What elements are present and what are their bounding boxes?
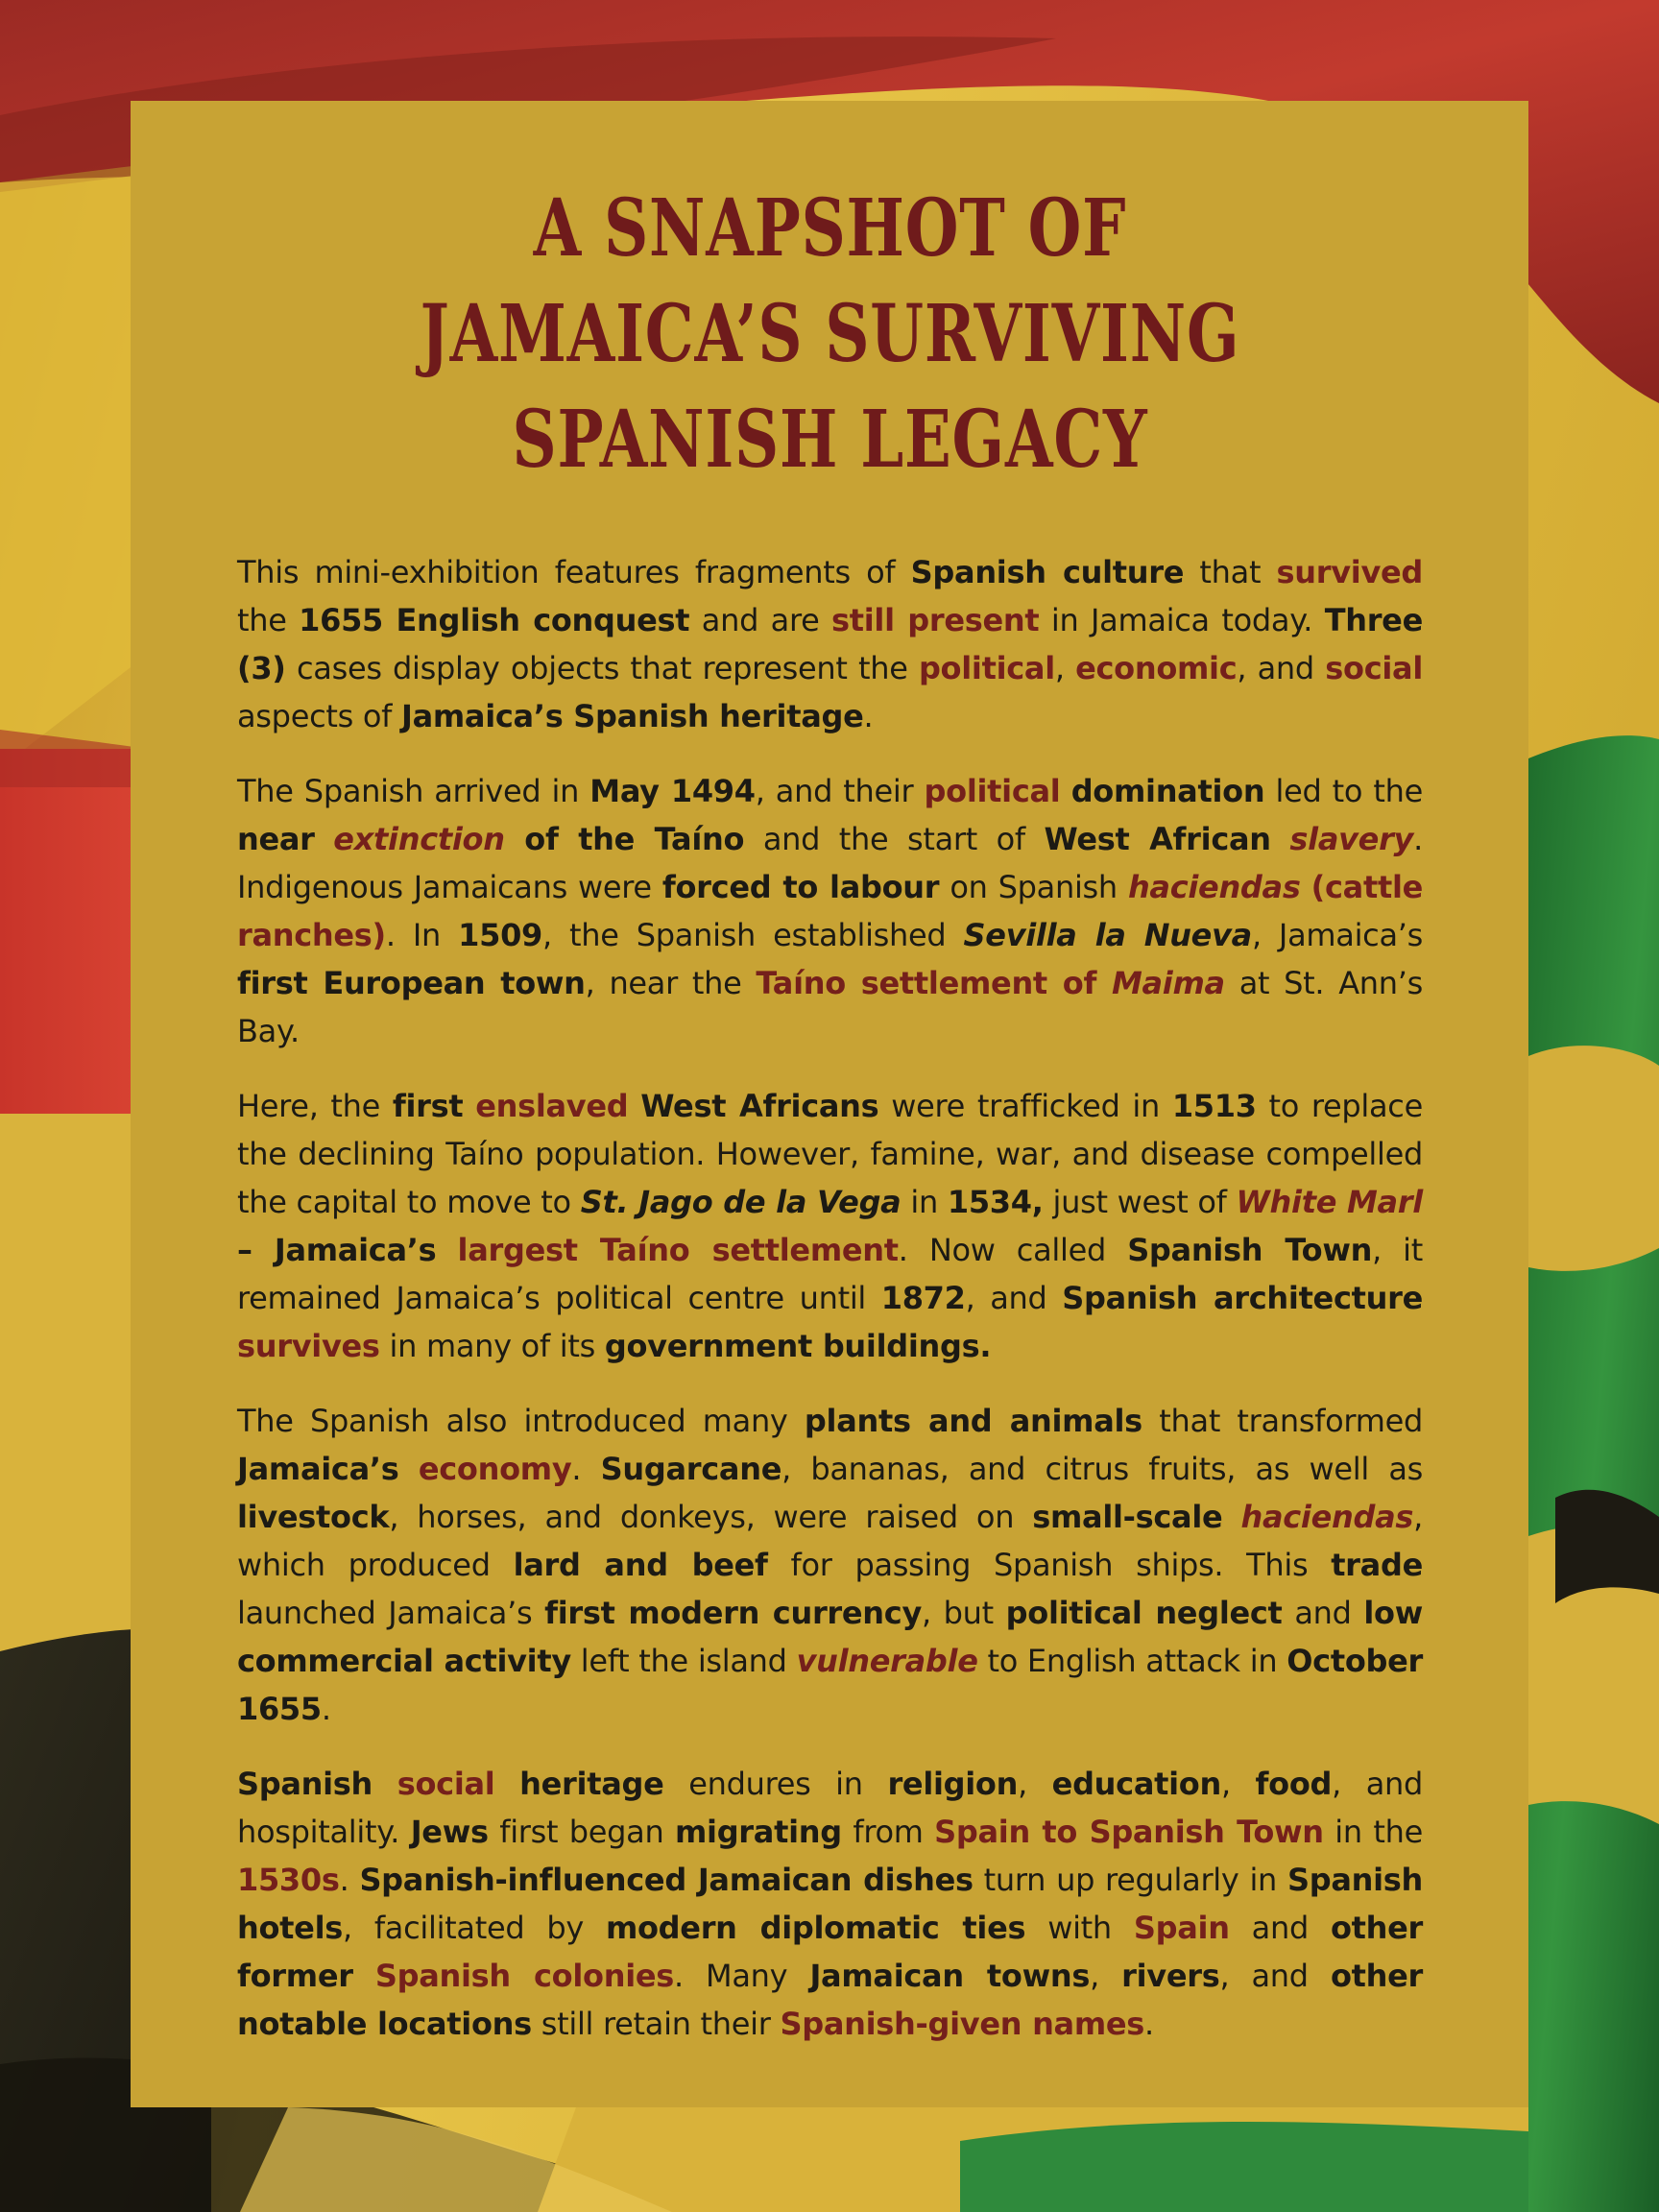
body-text: and (1229, 1910, 1331, 1946)
body-text: This mini-exhibition features fragments of (237, 554, 911, 590)
body-text: , and hospitality. (237, 1766, 1424, 1850)
body-text: turn up regularly in (973, 1862, 1287, 1898)
exhibit-text-panel (131, 101, 1528, 2107)
highlighted-text: Spanish-influenced Jamaican dishes (359, 1862, 974, 1898)
highlighted-text: Three (3) (237, 602, 1423, 686)
body-text: . (863, 698, 874, 734)
body-text: for passing Spanish ships. This (767, 1547, 1332, 1583)
body-text (628, 1088, 640, 1124)
highlighted-text: haciendas (1240, 1499, 1414, 1535)
highlighted-text: 1530s (237, 1862, 340, 1898)
highlighted-text: Spanish (237, 1766, 373, 1802)
exhibit-body-text (237, 548, 1423, 2048)
highlighted-text: 1534, (947, 1184, 1044, 1220)
body-text: , (1018, 1766, 1052, 1802)
body-text: . (571, 1451, 601, 1487)
paragraph-3 (237, 1082, 1423, 1370)
highlighted-text: – Jamaica’s (237, 1232, 437, 1268)
highlighted-text: heritage (519, 1766, 664, 1802)
highlighted-text: May 1494 (589, 773, 756, 809)
body-text: with (1025, 1910, 1134, 1946)
highlighted-text: October 1655 (237, 1643, 1423, 1727)
highlighted-text: Spanish culture (910, 554, 1185, 590)
body-text: The Spanish also introduced many (237, 1403, 805, 1439)
body-text (1301, 869, 1311, 905)
highlighted-text: migrating (674, 1814, 842, 1850)
highlighted-text: modern diplomatic ties (605, 1910, 1026, 1946)
highlighted-text: low commercial activity (237, 1595, 1424, 1679)
highlighted-text: Jamaica’s Spanish heritage (400, 698, 864, 734)
highlighted-text: rivers (1121, 1958, 1220, 1994)
body-text: and are (689, 602, 832, 638)
paragraph-2 (237, 767, 1423, 1055)
body-text: and (1282, 1595, 1364, 1631)
highlighted-text: political (924, 773, 1061, 809)
body-text: . Now called (898, 1232, 1128, 1268)
body-text: from (841, 1814, 935, 1850)
highlighted-text: social (397, 1766, 495, 1802)
highlighted-text: small-scale (1032, 1499, 1223, 1535)
highlighted-text: Spain (1133, 1910, 1230, 1946)
body-text: , and their (755, 773, 925, 809)
body-text: , bananas, and citrus fruits, as well as (781, 1451, 1424, 1487)
body-text: , Jamaica’s (1251, 917, 1424, 953)
paragraph-4 (237, 1397, 1423, 1733)
body-text: , (1220, 1766, 1256, 1802)
body-text: in many of its (379, 1328, 605, 1364)
highlighted-text: (cattle ranches) (237, 869, 1424, 953)
highlighted-text: livestock (237, 1499, 390, 1535)
highlighted-text: enslaved (475, 1088, 629, 1124)
highlighted-text: Spanish Town (1127, 1232, 1373, 1268)
highlighted-text: Sevilla la Nueva (963, 917, 1252, 953)
highlighted-text: Spanish hotels (237, 1862, 1423, 1946)
highlighted-text: economy (418, 1451, 572, 1487)
body-text: . (1144, 2006, 1154, 2042)
body-text: Here, the (237, 1088, 393, 1124)
body-text: . (321, 1691, 331, 1727)
highlighted-text: 1655 English conquest (299, 602, 690, 638)
highlighted-text: first (392, 1088, 464, 1124)
highlighted-text: Spanish colonies (374, 1958, 675, 1994)
highlighted-text: other former (237, 1910, 1423, 1994)
highlighted-text: of the Taíno (504, 821, 745, 857)
highlighted-text: plants and animals (804, 1403, 1142, 1439)
body-text: to English attack in (977, 1643, 1287, 1679)
body-text: , (1054, 650, 1076, 686)
highlighted-text: West Africans (640, 1088, 879, 1124)
highlighted-text: social (1325, 650, 1423, 686)
body-text: , (1090, 1958, 1122, 1994)
body-text (1060, 773, 1070, 809)
body-text (373, 1766, 397, 1802)
highlighted-text: first modern currency (544, 1595, 923, 1631)
highlighted-text: 1509 (458, 917, 543, 953)
highlighted-text: largest Taíno settlement (457, 1232, 899, 1268)
body-text: , which produced (237, 1499, 1423, 1583)
highlighted-text: survives (237, 1328, 380, 1364)
highlighted-text: forced to labour (661, 869, 940, 905)
body-text: . (339, 1862, 360, 1898)
highlighted-text: first European town (237, 965, 586, 1001)
highlighted-text: Jamaican towns (809, 1958, 1091, 1994)
body-text: left the island (570, 1643, 797, 1679)
highlighted-text: political (918, 650, 1055, 686)
body-text: were trafficked in (878, 1088, 1172, 1124)
body-text: at St. Ann’s Bay. (237, 965, 1423, 1049)
highlighted-text: economic (1075, 650, 1238, 686)
body-text (1271, 821, 1290, 857)
highlighted-text: Sugarcane (600, 1451, 782, 1487)
highlighted-text: government buildings. (604, 1328, 992, 1364)
highlighted-text: education (1051, 1766, 1221, 1802)
body-text: that transformed (1142, 1403, 1423, 1439)
highlighted-text: haciendas (1127, 869, 1301, 905)
highlighted-text: political neglect (1005, 1595, 1283, 1631)
highlighted-text: slavery (1289, 821, 1414, 857)
highlighted-text: extinction (333, 821, 505, 857)
highlighted-text: 1872 (880, 1280, 966, 1316)
highlighted-text: food (1255, 1766, 1333, 1802)
body-text: just west of (1043, 1184, 1237, 1220)
page-title: A SNAPSHOT OF JAMAICA’S SURVIVING SPANISH LEGACY (420, 182, 1240, 486)
body-text: led to the (1264, 773, 1424, 809)
body-text: . In (385, 917, 459, 953)
highlighted-text: Taíno settlement of (756, 965, 1112, 1001)
body-text: endures in (663, 1766, 888, 1802)
body-text: that (1184, 554, 1277, 590)
body-text: , horses, and donkeys, were raised on (389, 1499, 1033, 1535)
highlighted-text: White Marl (1236, 1184, 1423, 1220)
highlighted-text: Jews (410, 1814, 489, 1850)
body-text: to replace the declining Taíno population. However, famine, war, and disease compelled the capital to move to (237, 1088, 1423, 1220)
body-text (315, 821, 334, 857)
highlighted-text: lard and beef (513, 1547, 768, 1583)
body-text: , facilitated by (342, 1910, 606, 1946)
highlighted-text: trade (1331, 1547, 1423, 1583)
highlighted-text: religion (887, 1766, 1019, 1802)
body-text: cases display objects that represent the (285, 650, 919, 686)
body-text (494, 1766, 519, 1802)
highlighted-text: Jamaica’s (237, 1451, 399, 1487)
body-text (398, 1451, 418, 1487)
body-text: , it remained Jamaica’s political centre until (237, 1232, 1423, 1316)
body-text: , and (965, 1280, 1063, 1316)
highlighted-text: survived (1276, 554, 1424, 590)
body-text (463, 1088, 475, 1124)
body-text: in (901, 1184, 948, 1220)
highlighted-text: St. Jago de la Vega (580, 1184, 902, 1220)
body-text: first began (488, 1814, 675, 1850)
highlighted-text: 1513 (1171, 1088, 1257, 1124)
body-text (436, 1232, 457, 1268)
body-text (1222, 1499, 1240, 1535)
paragraph-1 (237, 548, 1423, 740)
body-text: the (237, 602, 300, 638)
body-text: in Jamaica today. (1039, 602, 1325, 638)
highlighted-text: Maima (1111, 965, 1225, 1001)
body-text: , and (1237, 650, 1326, 686)
body-text: , but (922, 1595, 1006, 1631)
body-text: , the Spanish established (542, 917, 964, 953)
highlighted-text: Spanish architecture (1062, 1280, 1423, 1316)
body-text: in the (1323, 1814, 1424, 1850)
highlighted-text: still present (831, 602, 1040, 638)
body-text: , and (1219, 1958, 1331, 1994)
highlighted-text: domination (1070, 773, 1265, 809)
highlighted-text: Spanish-given names (780, 2006, 1145, 2042)
body-text: . Indigenous Jamaicans were (237, 821, 1423, 905)
paragraph-5 (237, 1760, 1423, 2048)
body-text: . Many (674, 1958, 810, 1994)
body-text: on Spanish (939, 869, 1128, 905)
body-text (353, 1958, 375, 1994)
highlighted-text: Spain to Spanish Town (934, 1814, 1324, 1850)
highlighted-text: West African (1044, 821, 1271, 857)
highlighted-text: near (237, 821, 315, 857)
body-text: still retain their (531, 2006, 781, 2042)
body-text: The Spanish arrived in (237, 773, 590, 809)
highlighted-text: other notable locations (237, 1958, 1424, 2042)
highlighted-text: vulnerable (796, 1643, 978, 1679)
body-text: aspects of (237, 698, 401, 734)
body-text: launched Jamaica’s (237, 1595, 545, 1631)
body-text: , near the (585, 965, 757, 1001)
body-text: and the start of (744, 821, 1045, 857)
